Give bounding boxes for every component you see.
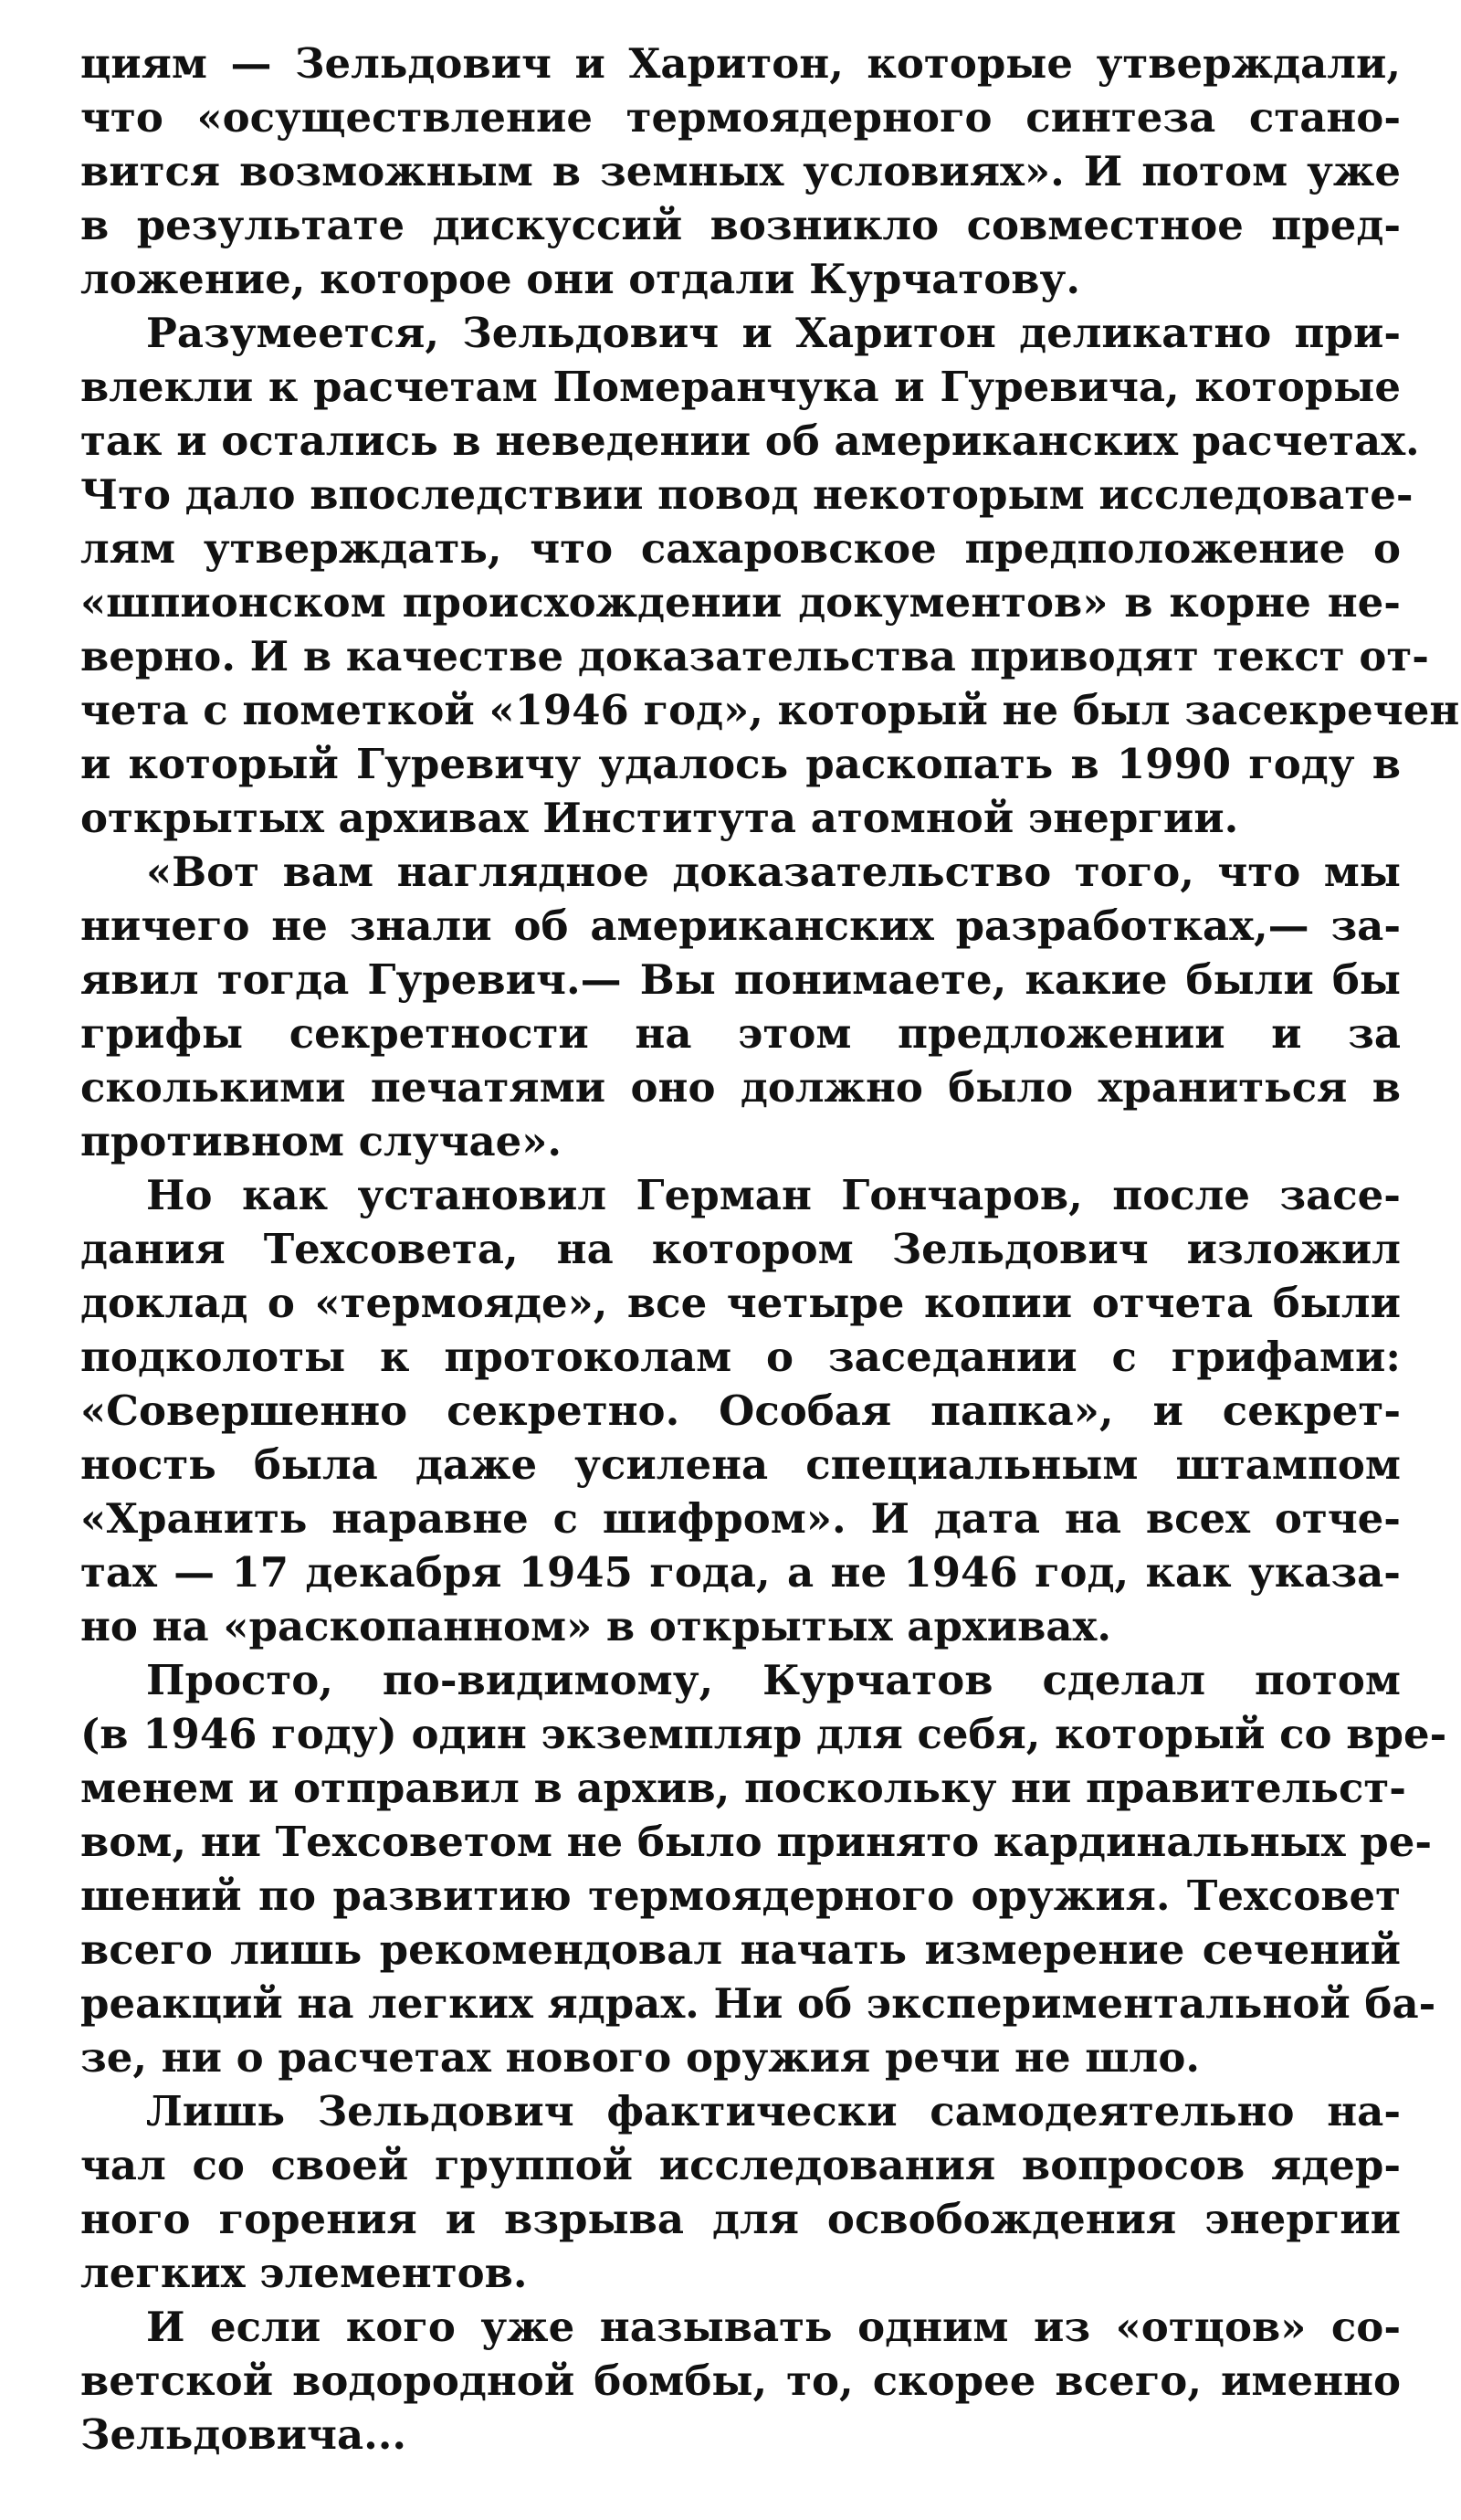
text-line: доклад о «термояде», все четыре копии отчета были [80, 1279, 1401, 1327]
text-line: но на «раскопанном» в открытых архивах. [80, 1602, 1112, 1650]
text-line: сколькими печатями оно должно было храниться в [80, 1063, 1401, 1112]
text-line: Разумеется, Зельдович и Харитон деликатно при- [146, 309, 1401, 357]
paragraph-6 [80, 2084, 1401, 2300]
text-line: ность была даже усилена специальным штампом [80, 1440, 1401, 1489]
text-line: подколоты к протоколам о заседании с грифами: [80, 1333, 1401, 1381]
text-line: противном случае». [80, 1117, 562, 1165]
text-line: вится возможным в земных условиях». И потом уже [80, 147, 1401, 195]
paragraph-1 [80, 37, 1401, 306]
text-line: реакций на легких ядрах. Ни об экспериментальной ба- [80, 1979, 1436, 2028]
text-line: Лишь Зельдович фактически самодеятельно на- [146, 2087, 1401, 2135]
text-line: тах — 17 декабря 1945 года, а не 1946 год, как указа- [80, 1548, 1401, 1597]
text-line: шений по развитию термоядерного оружия. Техсовет [80, 1872, 1401, 1920]
text-line: что «осуществление термоядерного синтеза стано- [80, 93, 1401, 142]
text-line: зе, ни о расчетах нового оружия речи не шло. [80, 2033, 1201, 2082]
text-line: «Совершенно секретно. Особая папка», и секрет- [80, 1387, 1401, 1435]
paragraph-5 [80, 1653, 1447, 2084]
text-line: и который Гуревичу удалось раскопать в 1990 году в [80, 740, 1401, 788]
paragraph-3 [80, 845, 1401, 1168]
text-line: «Хранить наравне с шифром». И дата на всех отче- [80, 1494, 1401, 1543]
text-line: ного горения и взрыва для освобождения энергии [80, 2195, 1401, 2243]
text-line: «Вот вам наглядное доказательство того, что мы [146, 848, 1401, 896]
text-line: менем и отправил в архив, поскольку ни правительст- [80, 1764, 1406, 1812]
text-line: открытых архивах Института атомной энергии. [80, 794, 1239, 842]
text-line: вом, ни Техсоветом не было принято кардинальных ре- [80, 1818, 1433, 1866]
text-line: чета с пометкой «1946 год», который не был засекречен [80, 686, 1460, 734]
text-line: И если кого уже называть одним из «отцов» со- [146, 2303, 1401, 2351]
text-line: ложение, которое они отдали Курчатову. [80, 255, 1081, 303]
text-line: (в 1946 году) один экземпляр для себя, который со вре- [80, 1710, 1447, 1758]
text-line: «шпионском происхождении документов» в корне не- [80, 578, 1401, 627]
text-line: в результате дискуссий возникло совместное пред- [80, 201, 1401, 249]
text-line: лям утверждать, что сахаровское предположение о [80, 524, 1401, 573]
text-line: чал со своей группой исследования вопросов ядер- [80, 2141, 1401, 2189]
text-line: Что дало впоследствии повод некоторым исследовате- [80, 470, 1414, 519]
text-line: дания Техсовета, на котором Зельдович изложил [80, 1225, 1401, 1273]
text-line: влекли к расчетам Померанчука и Гуревича, которые [80, 363, 1401, 411]
text-line: всего лишь рекомендовал начать измерение сечений [80, 1925, 1401, 1974]
text-line: ничего не знали об американских разработках,— за- [80, 902, 1401, 950]
paragraph-2 [80, 306, 1460, 845]
text-line: Но как установил Герман Гончаров, после засе- [146, 1171, 1401, 1219]
text-line: так и остались в неведении об американских расчетах. [80, 416, 1420, 465]
text-line: явил тогда Гуревич.— Вы понимаете, какие были бы [80, 955, 1401, 1004]
paragraph-4 [80, 1168, 1401, 1653]
text-line: циям — Зельдович и Харитон, которые утверждали, [80, 39, 1401, 88]
text-line: Просто, по-видимому, Курчатов сделал потом [146, 1656, 1401, 1704]
text-line: легких элементов. [80, 2249, 528, 2297]
text-line: грифы секретности на этом предложении и за [80, 1009, 1401, 1058]
text-line: верно. И в качестве доказательства приводят текст от- [80, 632, 1429, 680]
page-text [80, 37, 1460, 2462]
text-line: ветской водородной бомбы, то, скорее всего, именно [80, 2357, 1401, 2405]
paragraph-7 [80, 2300, 1401, 2462]
text-line: Зельдовича... [80, 2410, 407, 2459]
